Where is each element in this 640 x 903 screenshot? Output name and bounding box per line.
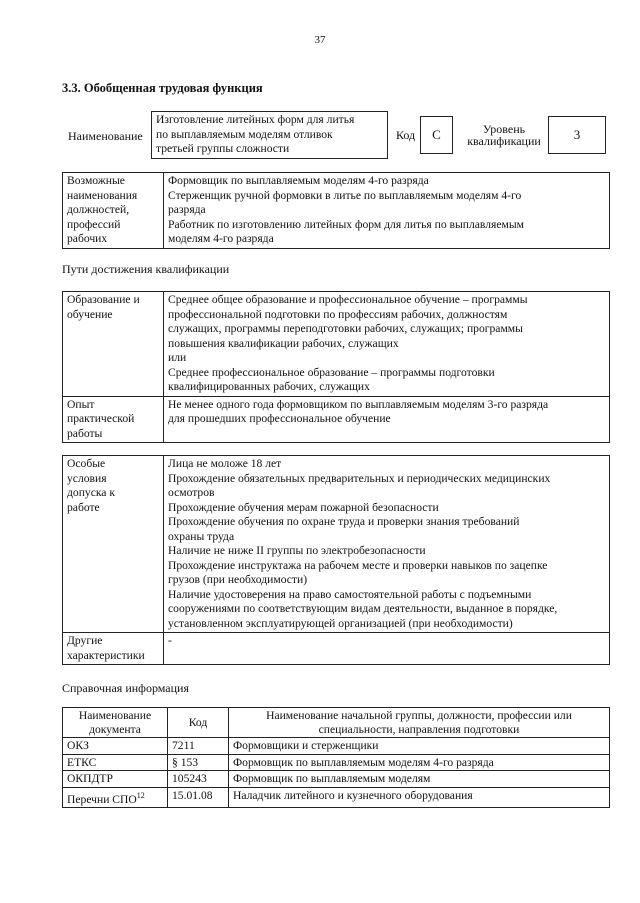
reference-table (62, 707, 610, 808)
name-box (151, 111, 388, 159)
level-label (466, 123, 542, 147)
positions-label (63, 173, 164, 249)
other-value: - (164, 633, 610, 665)
level-box (548, 116, 606, 154)
table-row (63, 738, 610, 755)
cell-code: 105243 (168, 771, 229, 788)
name-value (152, 112, 388, 159)
paths-title: Пути достижения квалификации (62, 262, 230, 276)
cell-doc: ЕТКС (63, 754, 168, 771)
table-row (63, 633, 610, 665)
code-label: Код (396, 128, 416, 142)
table-row (63, 787, 610, 807)
name-line: по выплавляемым моделям отливок (156, 127, 333, 141)
table-row (63, 292, 610, 397)
header-line: Наименование (78, 709, 152, 722)
cell-name: Наладчик литейного и кузнечного оборудования (229, 787, 610, 807)
experience-value (164, 396, 610, 443)
value-line: повышения квалификации рабочих, служащих (168, 336, 399, 350)
table-row (63, 456, 610, 633)
label-line: Возможные (67, 174, 125, 187)
label-line: работы (67, 426, 103, 440)
value-line: квалифицированных рабочих, служащих (168, 380, 370, 393)
header-doc (63, 708, 168, 738)
education-table (62, 291, 610, 443)
code-value: С (421, 117, 453, 154)
doc-text: Перечни СПО (67, 792, 137, 806)
table-header-row (63, 708, 610, 738)
value-line: установленном эксплуатирующей организацией (при необходимости) (168, 616, 513, 630)
value-line: Прохождение обязательных предварительных и периодических медицинских (168, 471, 551, 485)
special-value (164, 456, 610, 633)
header-line: документа (89, 722, 141, 736)
level-value: 3 (549, 117, 606, 154)
value-line: охраны труда (168, 529, 235, 543)
table-row (63, 173, 610, 249)
reference-title: Справочная информация (62, 681, 189, 695)
value-line: Лица не моложе 18 лет (168, 457, 282, 470)
label-line: допуска к (67, 486, 115, 499)
table-row (63, 771, 610, 788)
cell-name: Формовщик по выплавляемым моделям (229, 771, 610, 788)
label-line: условия (67, 471, 107, 485)
conditions-table (62, 455, 610, 665)
label-line: наименования (67, 188, 138, 202)
cell-code: § 153 (168, 754, 229, 771)
label-line: рабочих (67, 232, 108, 245)
label-line: Особые (67, 457, 106, 470)
positions-table (62, 172, 610, 249)
value-line: разряда (168, 203, 206, 216)
header-line: Наименование начальной группы, должности, профессии или (266, 709, 572, 722)
value-line: Среднее общее образование и профессиональное обучение – программы (168, 293, 528, 306)
value-line: Прохождение инструктажа на рабочем месте и проверки навыков по зацепке (168, 558, 548, 572)
special-label (63, 456, 164, 633)
experience-label (63, 396, 164, 443)
name-label: Наименование (68, 129, 143, 143)
value-line: Работник по изготовлению литейных форм для литья по выплавляемым (168, 217, 524, 231)
label-line: Другие (67, 634, 103, 647)
header-code: Код (168, 708, 229, 738)
value-line: моделям 4-го разряда (168, 232, 274, 245)
cell-doc: ОКПДТР (63, 771, 168, 788)
label-line: обучение (67, 307, 113, 321)
table-row (63, 396, 610, 443)
table-row (63, 754, 610, 771)
value-line: или (168, 351, 187, 364)
value-line: осмотров (168, 486, 215, 499)
cell-doc: ОКЗ (63, 738, 168, 755)
other-label (63, 633, 164, 665)
name-line: третьей группы сложности (156, 142, 290, 155)
label-line: профессий (67, 217, 121, 231)
cell-name: Формовщик по выплавляемым моделям 4-го разряда (229, 754, 610, 771)
header-name (229, 708, 610, 738)
label-line: Образование и (67, 293, 140, 306)
value-line: Среднее профессиональное образование – программы подготовки (168, 365, 495, 379)
value-line: грузов (при необходимости) (168, 573, 308, 586)
value-line: Наличие не ниже II группы по электробезопасности (168, 544, 426, 557)
level-label-line: Уровень (482, 122, 526, 136)
value-line: служащих, программы переподготовки рабочих, служащих; программы (168, 322, 523, 335)
cell-doc (63, 787, 168, 807)
label-line: Опыт (67, 397, 95, 411)
value-line: Прохождение обучения по охране труда и проверки знания требований (168, 515, 520, 528)
label-line: должностей, (67, 203, 130, 216)
education-value (164, 292, 610, 397)
name-line: Изготовление литейных форм для литья (156, 113, 355, 126)
value-line: Наличие удостоверения на право самостоятельной работы с подъемными (168, 587, 532, 601)
cell-code: 15.01.08 (168, 787, 229, 807)
label-line: практической (67, 412, 135, 425)
value-line: Формовщик по выплавляемым моделям 4-го разряда (168, 174, 429, 187)
footnote-mark: 12 (136, 790, 145, 800)
value-line: сооружениями по соответствующим видам деятельности, выданное в порядке, (168, 602, 558, 615)
section-title: 3.3. Обобщенная трудовая функция (62, 81, 263, 95)
education-label (63, 292, 164, 397)
cell-code: 7211 (168, 738, 229, 755)
level-label-line: квалификации (467, 134, 541, 148)
positions-value (164, 173, 610, 249)
header-line: специальности, направления подготовки (318, 722, 520, 736)
value-line: Прохождение обучения мерам пожарной безопасности (168, 500, 439, 514)
page-number: 37 (314, 34, 326, 46)
value-line: профессиональной подготовки по профессиям рабочих, должностям (168, 307, 508, 321)
value-line: Стерженщик ручной формовки в литье по выплавляемым моделям 4-го (168, 188, 522, 202)
value-line: для прошедших профессиональное обучение (168, 412, 391, 425)
cell-name: Формовщики и стерженщики (229, 738, 610, 755)
label-line: характеристики (67, 648, 145, 662)
code-box (420, 116, 453, 154)
label-line: работе (67, 500, 100, 514)
value-line: Не менее одного года формовщиком по выплавляемым моделям 3-го разряда (168, 397, 549, 411)
